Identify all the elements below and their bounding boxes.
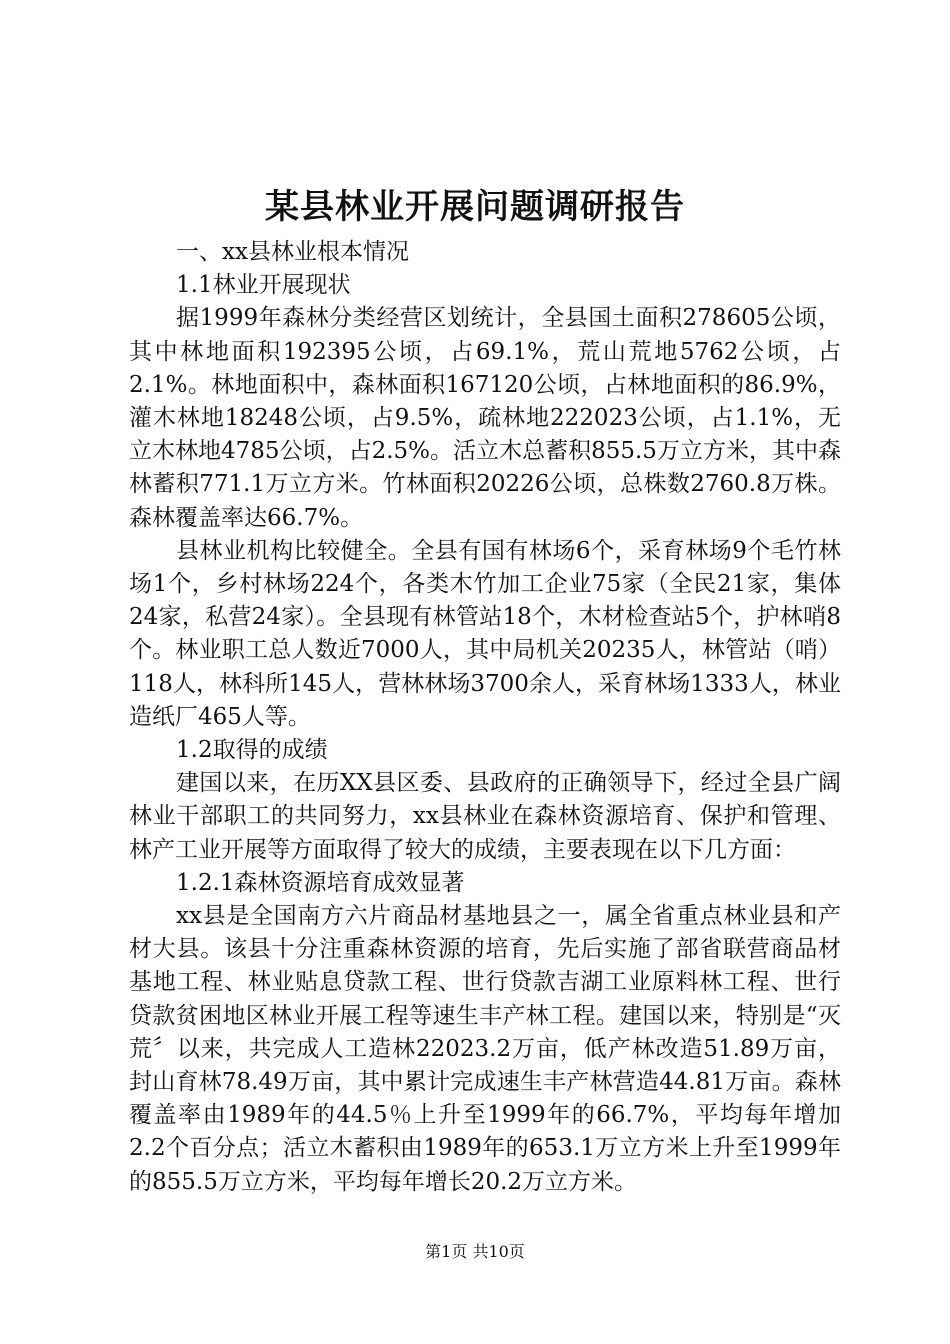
- paragraph-forest-cultivation: xx县是全国南方六片商品材基地县之一，属全省重点林业县和产材大县。该县十分注重森林资源的培育，先后实施了部省联营商品材基地工程、林业贴息贷款工程、世行贷款吉湖工业原料林工程、世行贷款贫困地区林业开展工程等速生丰产林工程。建国以来，特别是“灭荒〞以来，共完成人工造林22023.2万亩，低产林改造51.89万亩，封山育林78.49万亩，其中累计完成速生丰产林营造44.81万亩。森林覆盖率由1989年的44.5％上升至1999年的66.7%，平均每年增加2.2个百分点；活立木蓄积由1989年的653.1万立方米上升至1999年的855.5万立方米，平均每年增长20.2万立方米。: [129, 903, 841, 1195]
- paragraph-achievements-intro: 建国以来，在历XX县区委、县政府的正确领导下，经过全县广阔林业干部职工的共同努力，xx县林业在森林资源培育、保护和管理、林产工业开展等方面取得了较大的成绩，主要表现在以下几方面：: [129, 770, 841, 863]
- subsection-heading-1-1: 1.1林业开展现状: [176, 272, 351, 299]
- document-body: [129, 236, 841, 1199]
- paragraph-land-statistics: 据1999年森林分类经营区划统计，全县国土面积278605公顷，其中林地面积192395公顷，占69.1%，荒山荒地5762公顷，占2.1%。林地面积中，森林面积167120公顷，占林地面积的86.9%，灌木林地18248公顷，占9.5%，疏林地222023公顷，占1.1%，无立木林地4785公顷，占2.5%。活立木总蓄积855.5万立方米，其中森林蓄积771.1万立方米。竹林面积20226公顷，总株数2760.8万株。森林覆盖率达66.7%。: [129, 305, 841, 531]
- section-heading-1: 一、xx县林业根本情况: [176, 239, 409, 265]
- page-footer: 第1页 共10页: [425, 1242, 525, 1261]
- subsection-heading-1-2-1: 1.2.1森林资源培育成效显著: [176, 869, 465, 896]
- document-title: 某县林业开展问题调研报告: [265, 187, 685, 227]
- subsection-heading-1-2: 1.2取得的成绩: [176, 737, 328, 764]
- paragraph-forestry-organizations: 县林业机构比较健全。全县有国有林场6个，采育林场9个毛竹林场1个，乡村林场224个，各类木竹加工企业75家（全民21家，集体24家，私营24家）。全县现有林管站18个，木材检查站5个，护林哨8个。林业职工总人数近7000人，其中局机关20235人，林管站（哨）118人，林科所145人，营林林场3700余人，采育林场1333人，林业造纸厂465人等。: [129, 537, 841, 730]
